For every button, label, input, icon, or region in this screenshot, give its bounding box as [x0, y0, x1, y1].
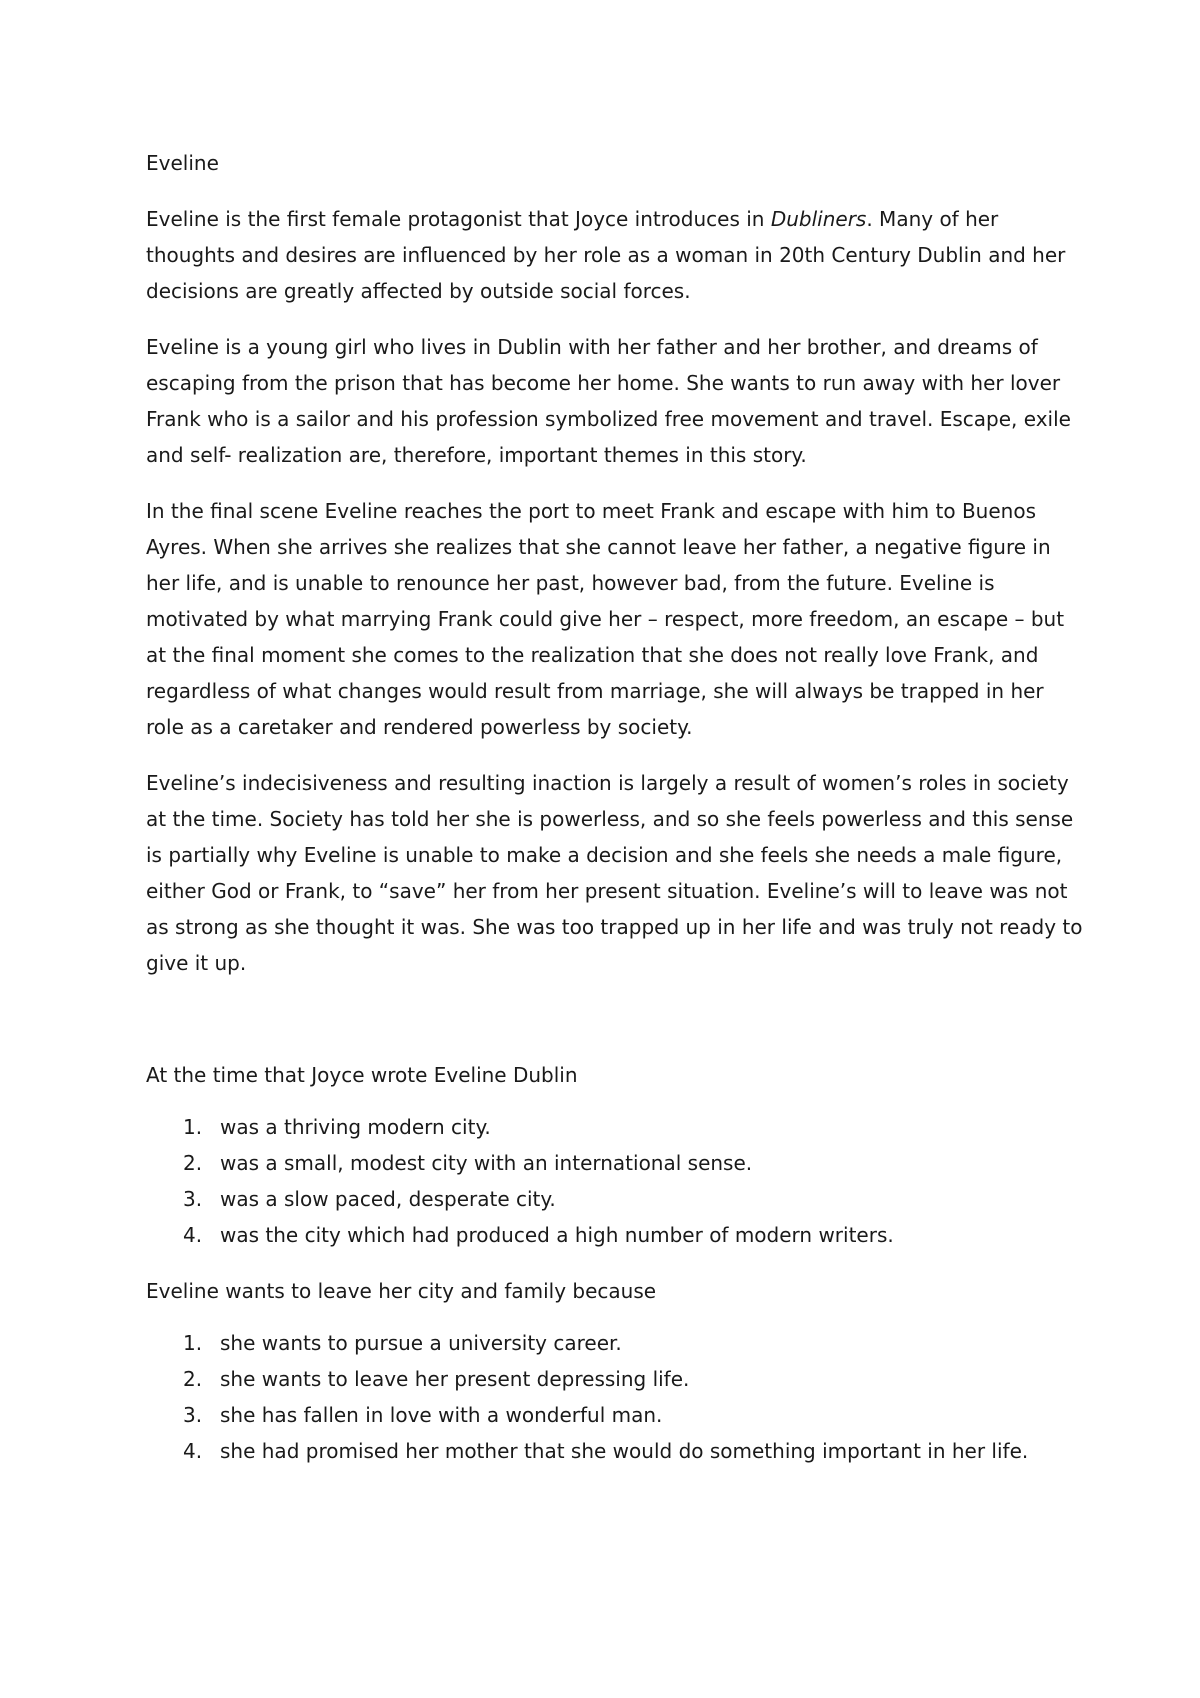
option-text: she has fallen in love with a wonderful man. [220, 1403, 663, 1427]
question-block-2 [146, 1273, 1086, 1469]
paragraph-intro-text-start: Eveline is the first female protagonist that Joyce introduces in [146, 207, 771, 231]
answer-option [146, 1361, 1086, 1397]
option-text: was the city which had produced a high number of modern writers. [220, 1223, 894, 1247]
option-number: 4. [183, 1439, 203, 1463]
option-number: 4. [183, 1223, 203, 1247]
option-text: was a thriving modern city. [220, 1115, 491, 1139]
option-number: 1. [183, 1115, 203, 1139]
answer-list-1 [146, 1109, 1086, 1253]
book-title-italic: Dubliners [770, 207, 867, 231]
option-number: 1. [183, 1331, 203, 1355]
answer-option [146, 1433, 1086, 1469]
answer-option [146, 1217, 1086, 1253]
question-block-1 [146, 1057, 1086, 1253]
option-text: she had promised her mother that she would do something important in her life. [220, 1439, 1029, 1463]
option-number: 3. [183, 1187, 203, 1211]
option-number: 3. [183, 1403, 203, 1427]
answer-option [146, 1181, 1086, 1217]
option-text: she wants to leave her present depressing life. [220, 1367, 690, 1391]
answer-option [146, 1145, 1086, 1181]
paragraph-intro-text-end: . Many of her thoughts and desires are influenced by her role as a woman in 20th Century Dublin and her decisions are greatly affected by outside social forces. [146, 207, 1066, 303]
document-page [146, 145, 1086, 1489]
paragraph-intro [146, 201, 1086, 309]
question-prompt-1: At the time that Joyce wrote Eveline Dublin [146, 1063, 578, 1087]
document-title: Eveline [146, 151, 219, 175]
option-text: she wants to pursue a university career. [220, 1331, 622, 1355]
paragraph-character: Eveline is a young girl who lives in Dublin with her father and her brother, and dreams of escaping from the prison that has become her home. She wants to run away with her lover Frank who is a sailor and his profession symbolized free movement and travel. Escape, exile and self- realization are, therefore, important themes in this story. [146, 335, 1071, 467]
section-spacer [146, 1001, 1086, 1057]
paragraph-final-scene: In the final scene Eveline reaches the port to meet Frank and escape with him to Buenos Ayres. When she arrives she realizes that she cannot leave her father, a negative figure in her life, and is unable to renounce her past, however bad, from the future. Eveline is motivated by what marrying Frank could give her – respect, more freedom, an escape – but at the final moment she comes to the realization that she does not really love Frank, and regardless of what changes would result from marriage, she will always be trapped in her role as a caretaker and rendered powerless by society. [146, 499, 1065, 739]
answer-list-2 [146, 1325, 1086, 1469]
answer-option [146, 1397, 1086, 1433]
paragraph-indecision: Eveline’s indecisiveness and resulting inaction is largely a result of women’s roles in society at the time. Society has told her she is powerless, and so she feels powerless and this sense is partially why Eveline is unable to make a decision and she feels she needs a male figure, either God or Frank, to “save” her from her present situation. Eveline’s will to leave was not as strong as she thought it was. She was too trapped up in her life and was truly not ready to give it up. [146, 771, 1083, 975]
option-text: was a slow paced, desperate city. [220, 1187, 556, 1211]
question-prompt-2: Eveline wants to leave her city and family because [146, 1279, 657, 1303]
answer-option [146, 1325, 1086, 1361]
option-number: 2. [183, 1151, 203, 1175]
option-number: 2. [183, 1367, 203, 1391]
answer-option [146, 1109, 1086, 1145]
option-text: was a small, modest city with an international sense. [220, 1151, 753, 1175]
